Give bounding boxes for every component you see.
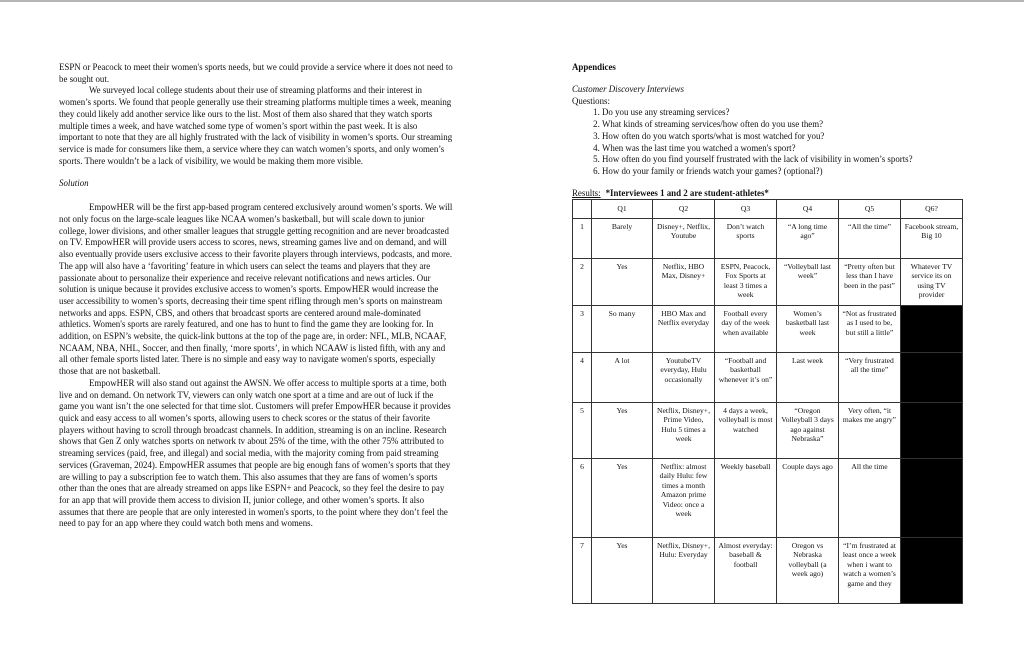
table-row <box>573 403 963 459</box>
table-cell: Don’t watch sports <box>715 219 777 259</box>
results-line <box>572 188 964 199</box>
question-item: 5. How often do you find yourself frustrated with the lack of visibility in women’s sports? <box>602 154 964 166</box>
paragraph-survey: We surveyed local college students about their use of streaming platforms and their interest in women’s sports. We found that people generally use their streaming platforms multiple times a week, meaning they could likely add another service like ours to the list. Most of them also shared that they watch sports multiple times a week, and have watched some type of women’s sport within the past week. It is also important to note that they are all highly frustrated with the lack of visibility in women’s sports. Our streaming service is made for consumers like them, a service where they can watch women’s sports, and only women’s sports. There wouldn’t be a lack of visibility, we would be making them more visible. <box>59 85 453 166</box>
question-item: 3. How often do you watch sports/what is most watched for you? <box>602 131 964 143</box>
paragraph-awsn: EmpowHER will also stand out against the AWSN. We offer access to multiple sports at a time, both live and on demand. On network TV, viewers can only watch one sport at a time and are out of luck if the game you want isn’t the one selected for that time slot. Customers will prefer EmpowHER because it provides quick and easy access to all women’s sports, allowing users to check scores or the status of their favorite players without having to scroll through broadcast channels. In addition, streaming is on an incline. Research shows that Gen Z only watches sports on network tv about 25% of the time, with the other 75% attributed to streaming services (paid, free, and illegal) and social media, with the majority coming from paid streaming services (Graveman, 2024). EmpowHER assumes that people are big enough fans of women’s sports that they are willing to pay a subscription fee to watch them. This also assumes that they are fans of women’s sports other than the ones that are already streamed on apps like ESPN+ and Peacock, so they feel the desire to pay for an app that will provide them access to division II, junior college, and other women’s sports. It also assumes that there are people that are only interested in women's sports, to the point where they don’t feel the need to pay for an app where they could watch both mens and womens. <box>59 377 451 529</box>
table-cell: 4 days a week, volleyball is most watched <box>715 403 777 459</box>
interviewee-number: 1 <box>573 219 592 259</box>
appendices-heading: Appendices <box>572 62 616 72</box>
table-row <box>573 459 963 538</box>
document-page-left <box>59 62 454 530</box>
header-cell: Q3 <box>715 200 777 219</box>
table-cell: “Football and basketball whenever it’s on” <box>715 353 777 403</box>
interviewee-number: 6 <box>573 459 592 538</box>
question-item: 4. When was the last time you watched a women's sport? <box>602 143 964 155</box>
table-cell: “Volleyball last week” <box>777 259 839 306</box>
results-label: Results: <box>572 187 601 198</box>
table-cell: “A long time ago” <box>777 219 839 259</box>
header-cell <box>573 200 592 219</box>
header-cell: Q5 <box>839 200 901 219</box>
table-cell: “Very frustrated all the time” <box>839 353 901 403</box>
paragraph-solution: EmpowHER will be the first app-based program centered exclusively around women’s sports. We will not only focus on the large-scale leagues like NCAA women’s basketball, but will scale down to junior college, lower divisions, and other smaller leagues that struggle getting recognition and are never broadcasted on TV. EmpowHER will provide users access to scores, news, streaming games live and on demand, and will also eventually provide users exclusive access to their favorite players through interviews, podcasts, and more. The app will also have a ‘favoriting’ feature in which users can select the teams and players that they are passionate about to personalize their experience and receive relevant notifications and news articles. Our solution is unique because it provides exclusive access to women’s sports. EmpowHER would increase the user accessibility to women’s sports, decreasing their time spent rifling through men’s sports on mainstream networks and apps. ESPN, CBS, and others that broadcast sports are centered around male-dominated athletics. Women's sports are rarely featured, and one has to hunt to find the game they are looking for. In addition, on ESPN’s website, the quick-link buttons at the top of the page are, in order: NFL, MLB, NCAAF, NCAAM, NBA, NHL, Soccer, and then finally, ‘more sports’, in which NCAAW is listed fifth, with any and all other female sports listed later. There is no simple and easy way to navigate women's sports, especially those that are not basketball. <box>59 202 453 377</box>
table-cell: Yes <box>592 259 653 306</box>
table-cell: Weekly baseball <box>715 459 777 538</box>
table-row <box>573 353 963 403</box>
questions-label: Questions: <box>572 95 610 106</box>
table-cell: HBO Max and Netflix everyday <box>653 306 715 353</box>
interviewee-number: 7 <box>573 538 592 604</box>
table-cell: Netflix, Disney+, Hulu: Everyday <box>653 538 715 604</box>
interviewee-number: 3 <box>573 306 592 353</box>
redacted-cell <box>901 353 963 403</box>
table-row <box>573 219 963 259</box>
table-cell: Women’s basketball last week <box>777 306 839 353</box>
table-row <box>573 306 963 353</box>
table-cell: A lot <box>592 353 653 403</box>
table-cell: ESPN, Peacock, Fox Sports at least 3 times a week <box>715 259 777 306</box>
header-cell: Q4 <box>777 200 839 219</box>
table-cell: “Pretty often but less than I have been in the past” <box>839 259 901 306</box>
question-item: 2. What kinds of streaming services/how often do you use them? <box>602 119 964 131</box>
table-cell: Couple days ago <box>777 459 839 538</box>
table-header-row <box>573 200 963 219</box>
table-cell: Facebook stream, Big 10 <box>901 219 963 259</box>
table-cell: “Not as frustrated as I used to be, but still a little” <box>839 306 901 353</box>
redacted-cell <box>901 459 963 538</box>
interviewee-number: 2 <box>573 259 592 306</box>
table-cell: Football every day of the week when available <box>715 306 777 353</box>
table-cell: Yes <box>592 459 653 538</box>
table-cell: Netflix, Disney+, Prime Video, Hulu 5 times a week <box>653 403 715 459</box>
document-page-right <box>572 62 964 199</box>
table-row <box>573 259 963 306</box>
header-cell: Q2 <box>653 200 715 219</box>
questions-list <box>572 107 964 177</box>
table-cell: Whatever TV service its on using TV provider <box>901 259 963 306</box>
results-note: *Interviewees 1 and 2 are student-athletes* <box>605 187 769 198</box>
interviews-subheading: Customer Discovery Interviews <box>572 84 684 94</box>
table-cell: Disney+, Netflix, Youtube <box>653 219 715 259</box>
interviewee-number: 4 <box>573 353 592 403</box>
interviewee-number: 5 <box>573 403 592 459</box>
solution-heading: Solution <box>59 178 89 189</box>
redacted-cell <box>901 306 963 353</box>
header-cell: Q6? <box>901 200 963 219</box>
table-cell: So many <box>592 306 653 353</box>
table-row <box>573 538 963 604</box>
table-cell: “All the time” <box>839 219 901 259</box>
table-cell: “I’m frustrated at least once a week when i want to watch a women’s game and they <box>839 538 901 604</box>
table-cell: All the time <box>839 459 901 538</box>
table-cell: “Oregon Volleyball 3 days ago against Nebraska” <box>777 403 839 459</box>
table-cell: YoutubeTV everyday, Hulu occasionally <box>653 353 715 403</box>
results-table <box>572 199 963 604</box>
question-item: 6. How do your family or friends watch your games? (optional?) <box>602 166 964 178</box>
header-cell: Q1 <box>592 200 653 219</box>
table-cell: Barely <box>592 219 653 259</box>
table-cell: Oregon vs Nebraska volleyball (a week ago) <box>777 538 839 604</box>
table-cell: Netflix: almost daily Hulu: few times a month Amazon prime Video: once a week <box>653 459 715 538</box>
viewer-top-border <box>0 0 1024 2</box>
table-cell: Yes <box>592 538 653 604</box>
redacted-cell <box>901 403 963 459</box>
table-cell: Last week <box>777 353 839 403</box>
table-cell: Almost everyday: baseball & football <box>715 538 777 604</box>
table-cell: Very often, “it makes me angry” <box>839 403 901 459</box>
table-cell: Netflix, HBO Max, Disney+ <box>653 259 715 306</box>
table-cell: Yes <box>592 403 653 459</box>
paragraph-continuation: ESPN or Peacock to meet their women's sports needs, but we could provide a service where it does not need to be sought out. <box>59 62 453 84</box>
question-item: 1. Do you use any streaming services? <box>602 107 964 119</box>
redacted-cell <box>901 538 963 604</box>
